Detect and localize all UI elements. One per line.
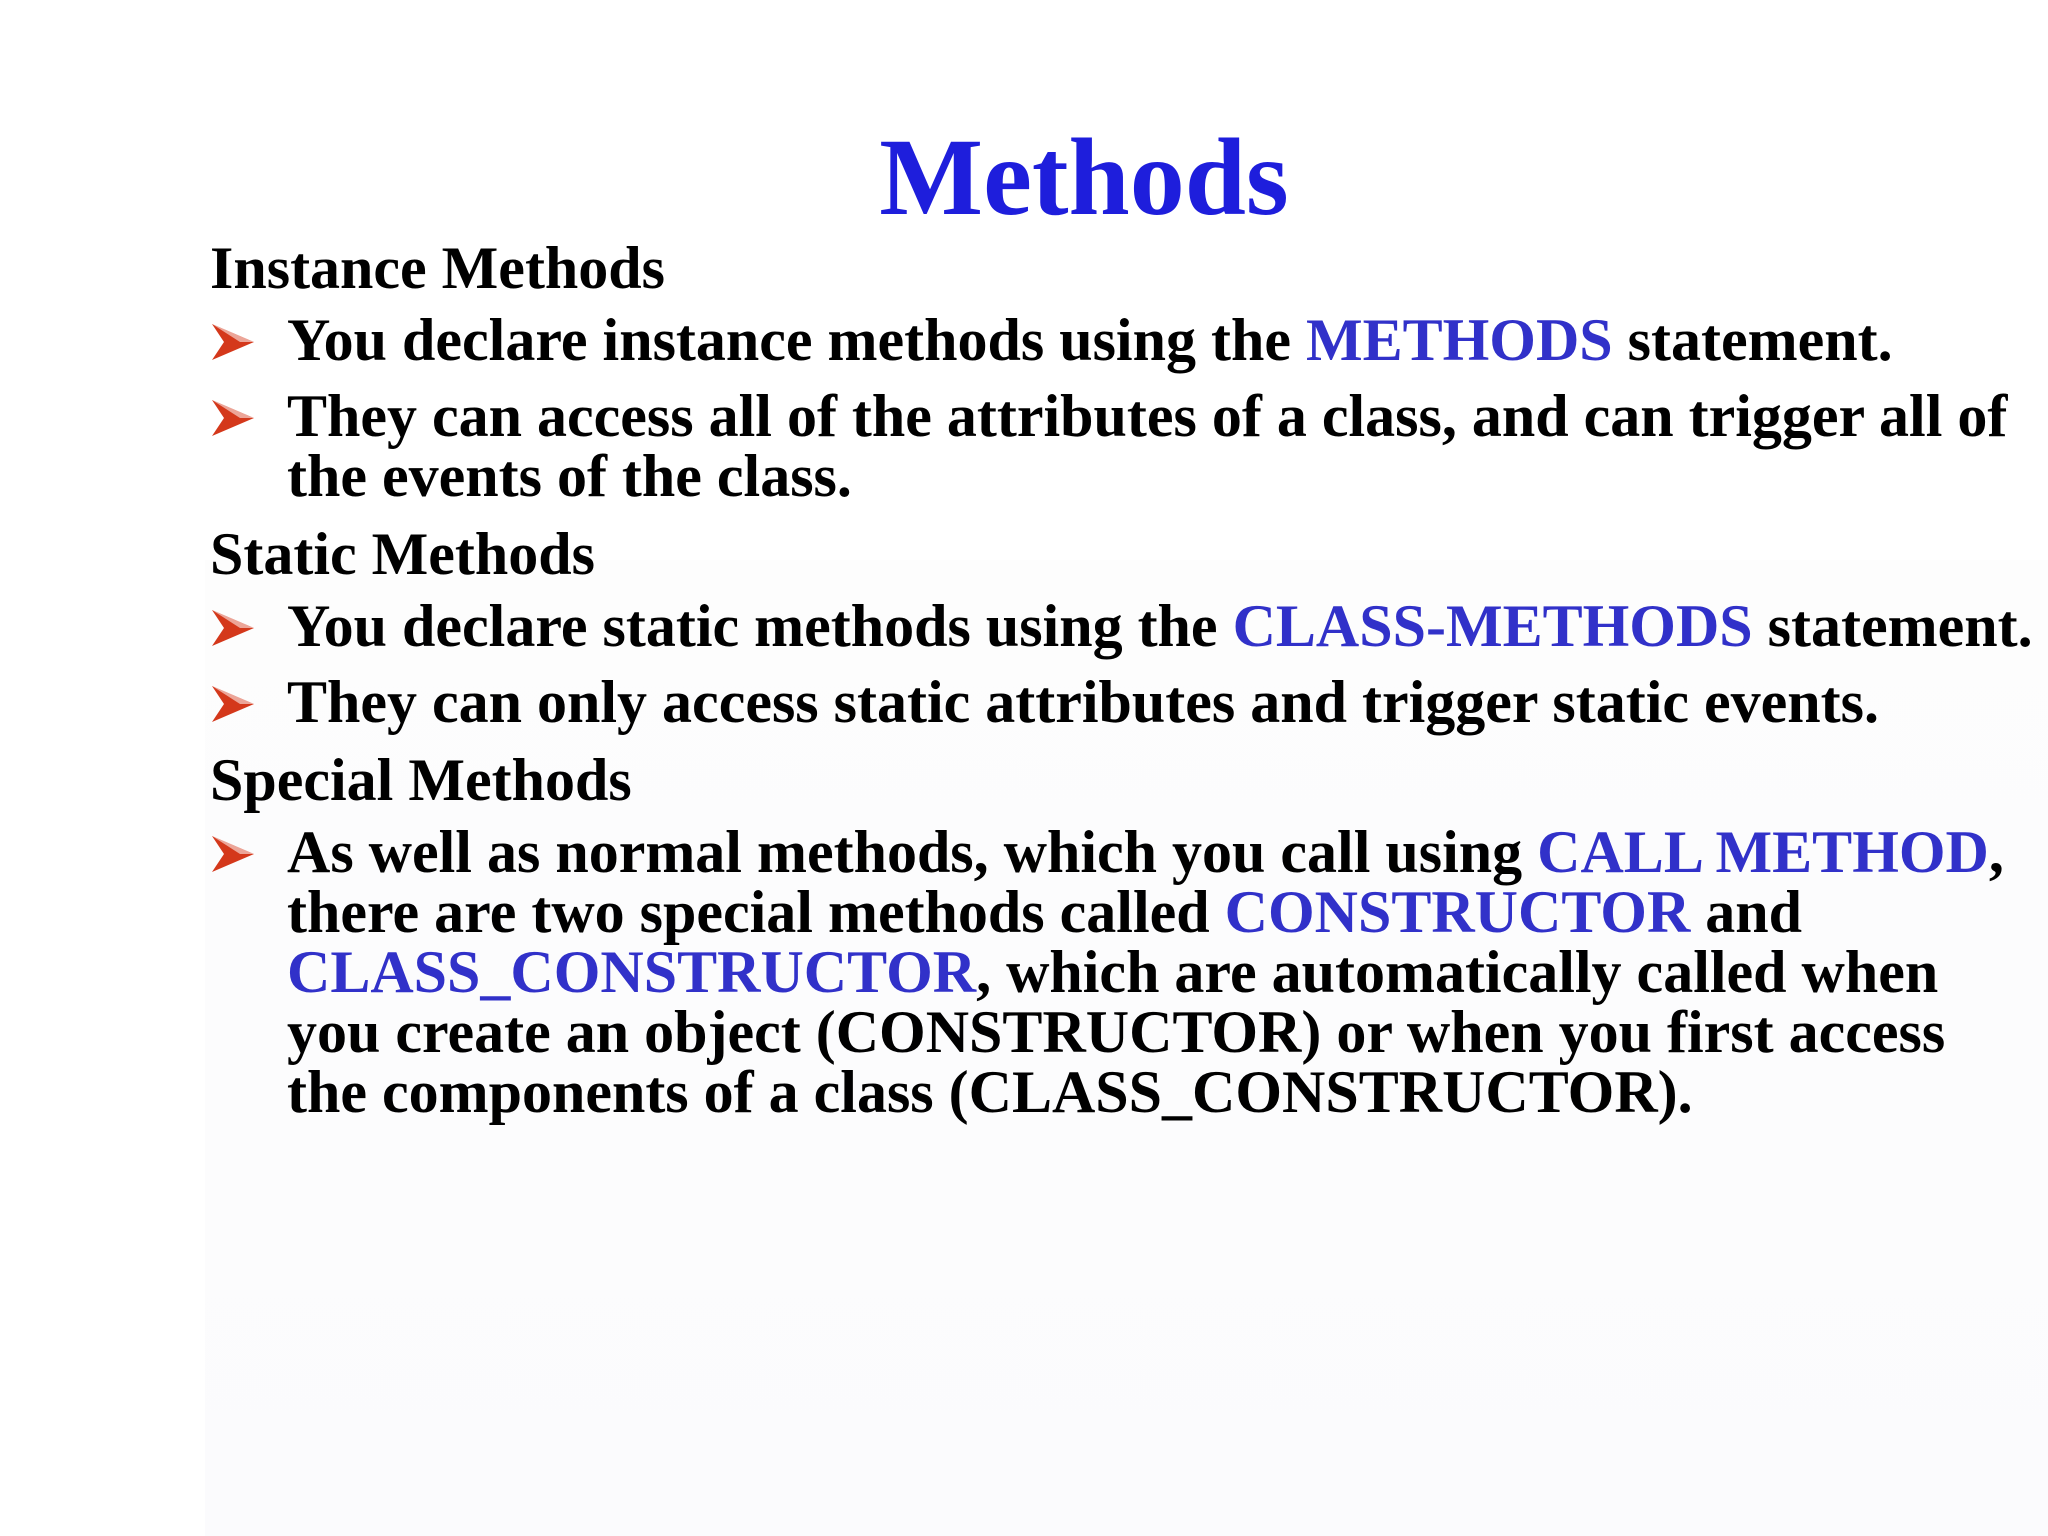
bullet-special-constructors xyxy=(210,819,2040,1125)
bullet-text: You declare instance methods using the xyxy=(287,307,1306,373)
bullet-static-access xyxy=(210,669,2040,735)
keyword-class-methods: CLASS-METHODS xyxy=(1232,593,1753,659)
slide-body xyxy=(210,236,2040,1138)
bullet-text: You declare static methods using the xyxy=(287,593,1233,659)
bullet-text: They can only access static attributes and trigger static events. xyxy=(287,669,1879,735)
arrow-bullet-icon xyxy=(210,836,254,872)
keyword-constructor: CONSTRUCTOR xyxy=(1224,879,1691,945)
arrow-bullet-icon xyxy=(210,324,254,360)
arrow-bullet-icon xyxy=(210,686,254,722)
keyword-class-constructor: CLASS_CONSTRUCTOR xyxy=(287,939,977,1005)
keyword-call-method: CALL METHOD xyxy=(1537,819,1989,885)
bullet-instance-declare xyxy=(210,307,2040,373)
bullet-text: statement. xyxy=(1752,593,2033,659)
keyword-methods: METHODS xyxy=(1305,307,1613,373)
bullet-text: , there are two special methods called xyxy=(287,819,2004,945)
bullet-text: As well as normal methods, which you call using xyxy=(287,819,1538,885)
bullet-static-declare xyxy=(210,593,2040,659)
section-heading-instance-methods: Instance Methods xyxy=(210,235,666,301)
arrow-bullet-icon xyxy=(210,400,254,436)
section-heading-special-methods: Special Methods xyxy=(210,747,632,813)
arrow-bullet-icon xyxy=(210,610,254,646)
bullet-instance-access xyxy=(210,383,2040,509)
section-heading-static-methods: Static Methods xyxy=(210,521,595,587)
bullet-text: , which are automatically called when you create an object (CONSTRUCTOR) or when you first access the components of a class (CLASS_CONSTRUCTOR). xyxy=(287,939,1946,1125)
bullet-text: and xyxy=(1690,879,1803,945)
slide-title: Methods xyxy=(879,116,1289,238)
bullet-text: They can access all of the attributes of a class, and can trigger all of the events of the class. xyxy=(287,383,2008,509)
bullet-text: statement. xyxy=(1612,307,1893,373)
